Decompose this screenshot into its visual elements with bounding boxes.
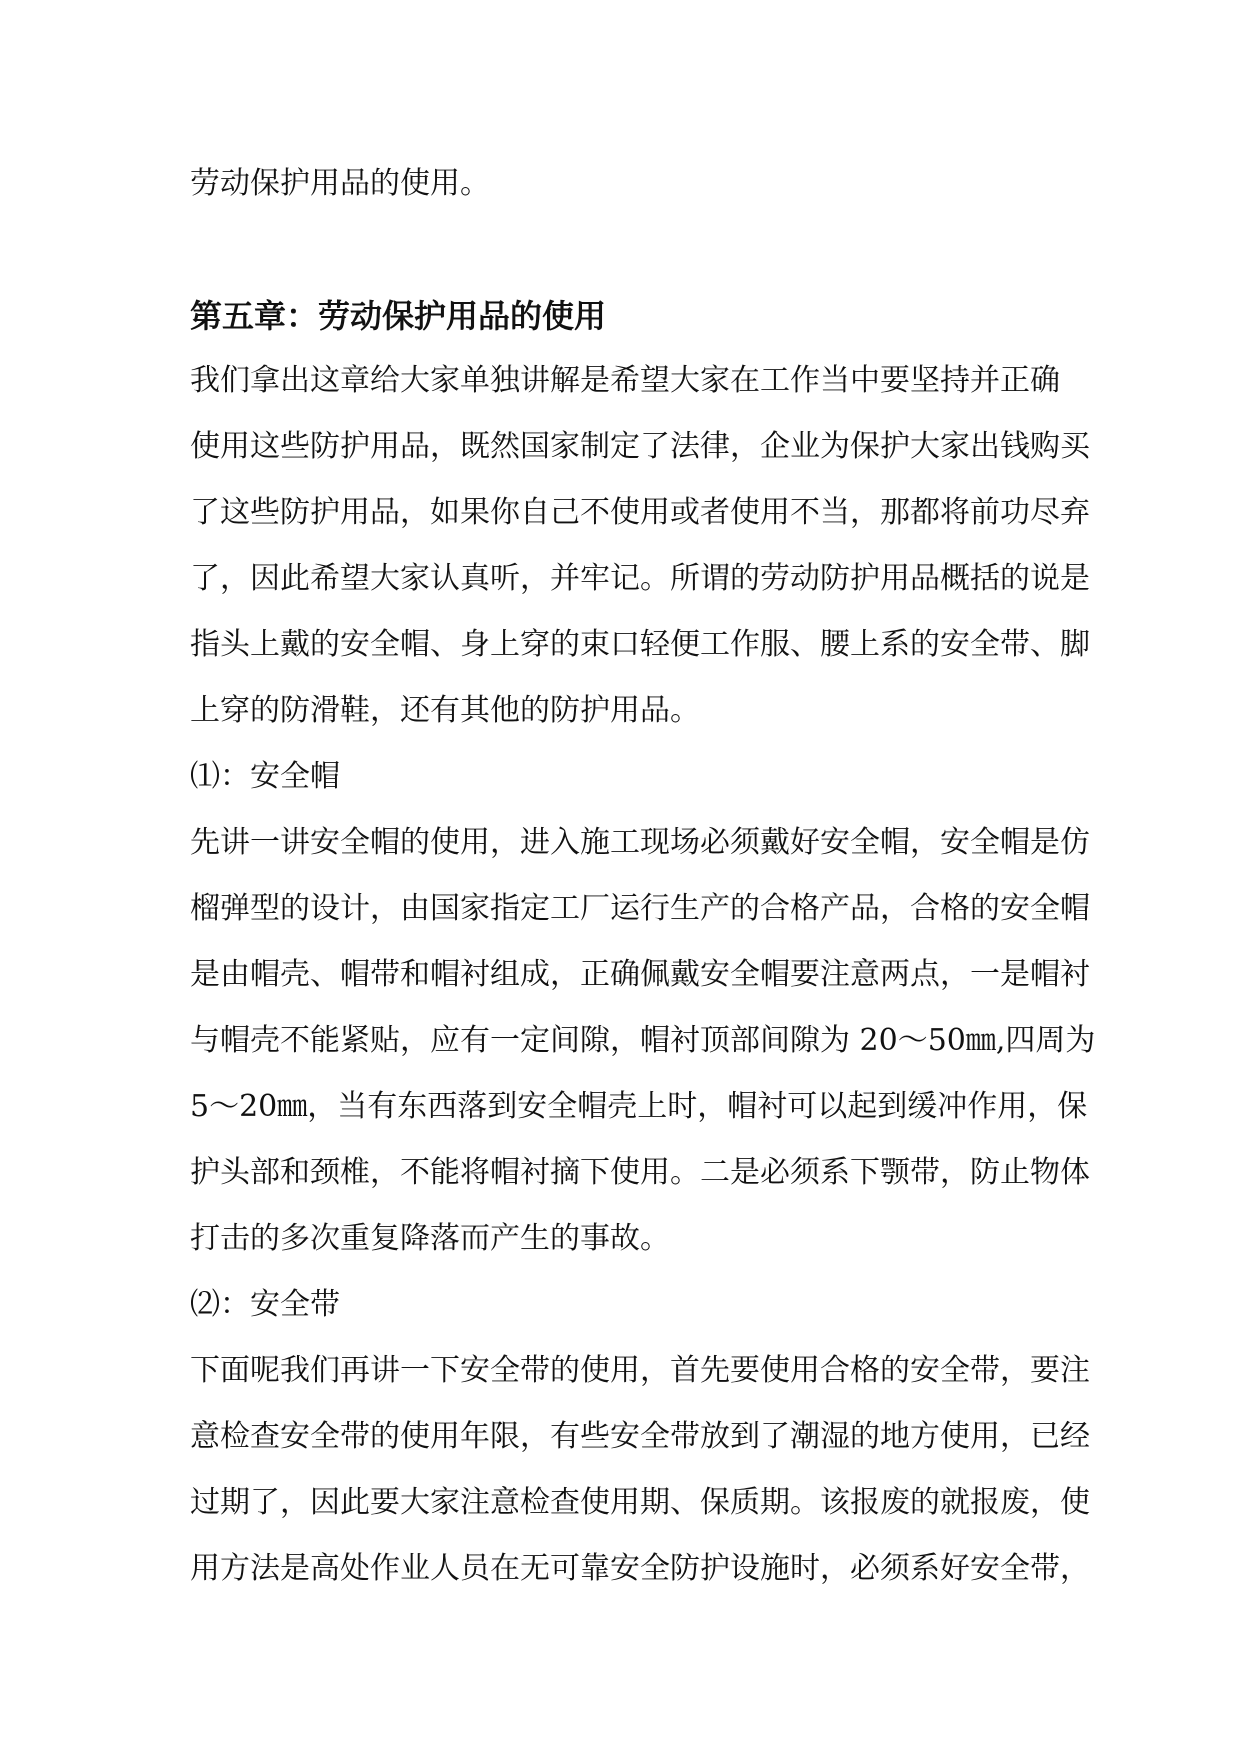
- paragraph-line: 打击的多次重复降落而产生的事故。: [190, 1221, 670, 1256]
- paragraph-line: 过期了，因此要大家注意检查使用期、保质期。该报废的就报废，使: [190, 1485, 1090, 1520]
- paragraph-line: 与帽壳不能紧贴，应有一定间隙，帽衬顶部间隙为 20～50㎜,四周为: [190, 1023, 1096, 1058]
- paragraph-line: 5～20㎜，当有东西落到安全帽壳上时，帽衬可以起到缓冲作用，保: [190, 1089, 1088, 1124]
- paragraph-line: 是由帽壳、帽带和帽衬组成，正确佩戴安全帽要注意两点，一是帽衬: [190, 957, 1090, 992]
- paragraph-line: 我们拿出这章给大家单独讲解是希望大家在工作当中要坚持并正确: [190, 363, 1060, 398]
- paragraph-line: 上穿的防滑鞋，还有其他的防护用品。: [190, 693, 700, 728]
- section-title-helmet: ⑴：安全帽: [190, 759, 340, 794]
- section-title-safety-belt: ⑵：安全带: [190, 1287, 340, 1322]
- paragraph-line: 指头上戴的安全帽、身上穿的束口轻便工作服、腰上系的安全带、脚: [190, 627, 1090, 662]
- paragraph-line: 使用这些防护用品，既然国家制定了法律，企业为保护大家出钱购买: [190, 429, 1090, 464]
- paragraph-line: 用方法是高处作业人员在无可靠安全防护设施时，必须系好安全带，: [190, 1551, 1090, 1586]
- intro-line: 劳动保护用品的使用。: [190, 166, 490, 201]
- paragraph-line: 意检查安全带的使用年限，有些安全带放到了潮湿的地方使用，已经: [190, 1419, 1090, 1454]
- chapter-title: 第五章：劳动保护用品的使用: [190, 297, 607, 335]
- paragraph-line: 榴弹型的设计，由国家指定工厂运行生产的合格产品，合格的安全帽: [190, 891, 1090, 926]
- paragraph-line: 了，因此希望大家认真听，并牢记。所谓的劳动防护用品概括的说是: [190, 561, 1090, 596]
- paragraph-line: 了这些防护用品，如果你自己不使用或者使用不当，那都将前功尽弃: [190, 495, 1090, 530]
- paragraph-line: 下面呢我们再讲一下安全带的使用，首先要使用合格的安全带，要注: [190, 1353, 1090, 1388]
- paragraph-line: 先讲一讲安全帽的使用，进入施工现场必须戴好安全帽，安全帽是仿: [190, 825, 1090, 860]
- document-body: [0, 348, 1241, 1602]
- paragraph-line: 护头部和颈椎，不能将帽衬摘下使用。二是必须系下颚带，防止物体: [190, 1155, 1090, 1190]
